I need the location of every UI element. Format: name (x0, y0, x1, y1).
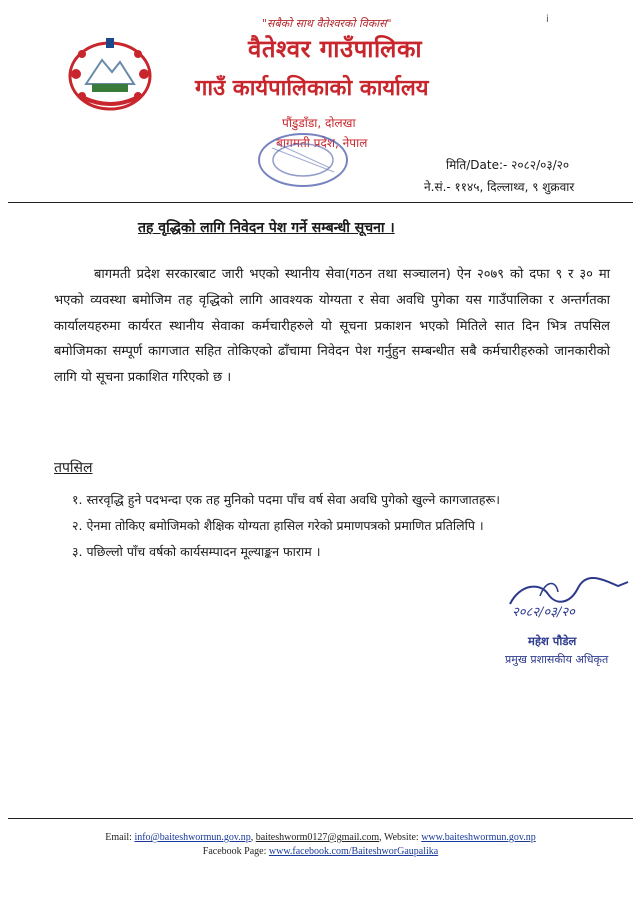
body-paragraph: बागमती प्रदेश सरकारबाट जारी भएको स्थानीय सेवा(गठन तथा सञ्चालन) ऐन २०७९ को दफा ९ र ३० मा भएको व्यवस्था बमोजिम तह वृद्धिको लागि आवश्यक योग्यता र सेवा अवधि पुगेका यस गाउँपालिका र अन्तर्गतका कार्यालयहरुमा कार्यरत स्थानीय सेवाका कर्मचारीहरुले यो सूचना प्रकाशन भएको मितिले सात दिन भित्र तपसिल बमोजिमका सम्पूर्ण कागजात सहित तोकिएको ढाँचामा निवेदन पेश गर्नुहुन सम्बन्धीत सबै कर्मचारीहरुको जानकारीको लागि यो सूचना प्रकाशित गरिएको छ । (54, 267, 610, 386)
letter-date: मिति/Date:- २०८२/०३/२० (446, 158, 570, 172)
email-secondary: baiteshworm0127@gmail.com (255, 832, 380, 843)
website-label: Website: (383, 832, 419, 843)
header-divider (8, 202, 633, 203)
address-line-1: पौंडुडाँडा, दोलखा (282, 116, 356, 130)
signatory-name: महेश पौडेल (528, 634, 577, 648)
signatory-title: प्रमुख प्रशासकीय अधिकृत (505, 653, 609, 666)
org-name: वैतेश्वर गाउँपालिका (248, 34, 423, 63)
footer-facebook (0, 846, 641, 857)
nepal-emblem-icon (62, 34, 158, 114)
office-name: गाउँ कार्यपालिकाको कार्यालय (195, 75, 429, 101)
email-link[interactable]: info@baiteshwormun.gov.np (134, 832, 251, 843)
facebook-label: Facebook Page: (202, 846, 267, 857)
list-item: २. ऐनमा तोकिए बमोजिमको शैक्षिक योग्यता हासिल गरेको प्रमाणपत्रको प्रमाणित प्रतिलिपि । (72, 518, 484, 533)
office-stamp-icon (248, 126, 358, 194)
nepal-samvat-date: ने.सं.- ११४५, दिल्लाथ्व, ९ शुक्रवार (424, 180, 575, 194)
details-heading: तपसिल (54, 460, 93, 476)
notice-subject: तह वृद्धिको लागि निवेदन पेश गर्ने सम्बन्धी सूचना । (138, 220, 395, 236)
email-label: Email: (105, 832, 132, 843)
footer-divider (8, 818, 633, 819)
footer-contact: Email: info@baiteshwormun.gov.np, baiteshworm0127@gmail.com, Website: www.baiteshwormun.gov.np (105, 832, 536, 843)
facebook-link[interactable]: www.facebook.com/BaiteshworGaupalika (268, 846, 439, 857)
signature-date: २०८२/०३/२० (512, 605, 575, 620)
list-item: १. स्तरवृद्धि हुने पदभन्दा एक तह मुनिको पदमा पाँच वर्ष सेवा अवधि पुगेको खुल्ने कागजातहरू। (72, 492, 500, 507)
notice-body (54, 262, 610, 391)
address-line-2: बागमती प्रदेश, नेपाल (276, 136, 368, 150)
letterhead-slogan: "सबैको साथ वैतेश्वरको विकास" (262, 17, 392, 30)
list-item: ३. पछिल्लो पाँच वर्षको कार्यसम्पादन मूल्याङ्कन फाराम । (72, 544, 321, 559)
website-link[interactable]: www.baiteshwormun.gov.np (421, 832, 536, 843)
margin-mark: i (546, 14, 549, 25)
details-list (72, 490, 500, 568)
